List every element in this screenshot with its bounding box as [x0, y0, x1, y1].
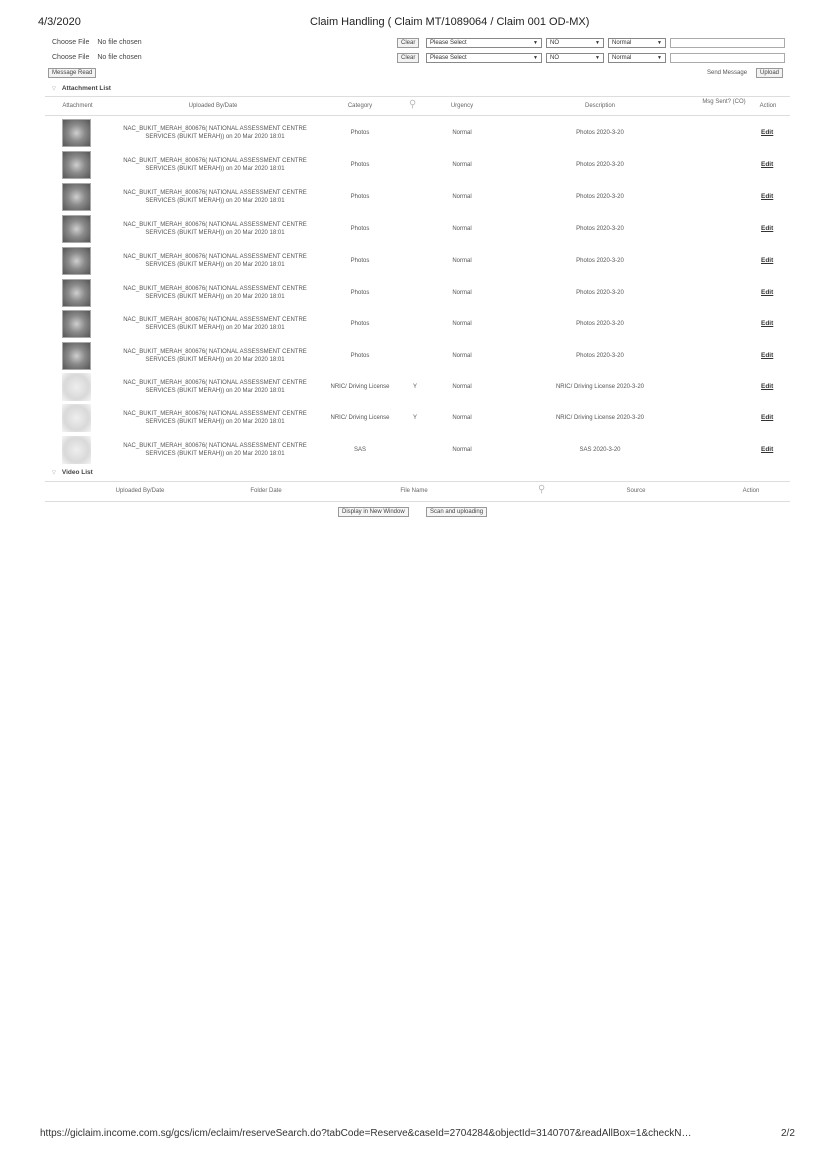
uploaded-by-line: NAC_BUKIT_MERAH_800676( NATIONAL ASSESSMENT CENTRE [123, 380, 307, 386]
urgency-cell: Normal [452, 321, 472, 327]
uploaded-by-line: NAC_BUKIT_MERAH_800676( NATIONAL ASSESSMENT CENTRE [123, 222, 307, 228]
edit-link[interactable]: Edit [761, 446, 774, 453]
col-header-urgency: Urgency [450, 103, 474, 109]
uploaded-by-cell [105, 253, 325, 269]
description-cell: Photos 2020-3-20 [576, 353, 624, 359]
uploaded-by-cell [105, 285, 325, 301]
upload-row [52, 39, 142, 51]
attachment-thumbnail[interactable] [62, 373, 91, 401]
page-url: https://giclaim.income.com.sg/gcs/icm/eclaim/reserveSearch.do?tabCode=Reserve&caseId=2704284&objectId=3140707&readAllBox=1&checkN… [40, 1128, 692, 1139]
col-header-category: Category [347, 103, 373, 109]
uploaded-by-line: NAC_BUKIT_MERAH_800676( NATIONAL ASSESSMENT CENTRE [123, 317, 307, 323]
col-header-action: Action [759, 103, 777, 109]
description-cell: NRIC/ Driving License 2020-3-20 [555, 415, 645, 421]
urgency-cell: Normal [452, 415, 472, 421]
attachment-thumbnail[interactable] [62, 119, 91, 147]
uploaded-date-line: SERVICES (BUKIT MERAH)) on 20 Mar 2020 18:01 [145, 262, 285, 268]
video-list-header[interactable] [52, 469, 93, 476]
dropdown-arrow-icon: ▼ [533, 40, 538, 46]
edit-link[interactable]: Edit [761, 414, 774, 421]
col-header-msg-sent: Msg Sent? (CO) [702, 99, 746, 105]
category-cell: Photos [350, 290, 370, 296]
edit-link[interactable]: Edit [761, 257, 774, 264]
category-cell: Photos [350, 353, 370, 359]
urgency-cell: Normal [452, 384, 472, 390]
uploaded-by-line: NAC_BUKIT_MERAH_800676( NATIONAL ASSESSMENT CENTRE [123, 443, 307, 449]
category-select[interactable] [426, 53, 542, 63]
urgency-cell: Normal [452, 130, 472, 136]
edit-link[interactable]: Edit [761, 352, 774, 359]
uploaded-by-cell [105, 125, 325, 141]
divider [45, 96, 790, 97]
dropdown-arrow-icon: ▼ [657, 55, 662, 61]
description-cell: Photos 2020-3-20 [576, 258, 624, 264]
urgency-cell: Normal [452, 258, 472, 264]
attachment-thumbnail[interactable] [62, 436, 91, 464]
lock-icon: ⚲ [409, 99, 417, 110]
category-cell: Photos [350, 130, 370, 136]
description-input[interactable] [670, 38, 785, 48]
upload-button[interactable]: Upload [756, 68, 783, 78]
flag-cell: Y [412, 384, 417, 390]
attachment-thumbnail[interactable] [62, 404, 91, 432]
uploaded-by-cell [105, 316, 325, 332]
category-cell: Photos [350, 321, 370, 327]
dropdown-arrow-icon: ▼ [657, 40, 662, 46]
choose-file-button[interactable]: Choose File [52, 39, 90, 46]
description-cell: Photos 2020-3-20 [576, 290, 624, 296]
urgency-cell: Normal [452, 447, 472, 453]
description-cell: Photos 2020-3-20 [576, 321, 624, 327]
description-input[interactable] [670, 53, 785, 63]
uploaded-by-cell [105, 157, 325, 173]
urgency-select-value: Normal [612, 55, 632, 61]
category-select-value: Please Select [430, 40, 467, 46]
collapse-triangle-icon: ▽ [52, 470, 56, 476]
msg-sent-select-value: NO [550, 40, 559, 46]
uploaded-date-line: SERVICES (BUKIT MERAH)) on 20 Mar 2020 18:01 [145, 419, 285, 425]
attachment-thumbnail[interactable] [62, 247, 91, 275]
msg-sent-select[interactable] [546, 53, 604, 63]
urgency-cell: Normal [452, 353, 472, 359]
uploaded-by-cell [105, 189, 325, 205]
dropdown-arrow-icon: ▼ [533, 55, 538, 61]
scan-upload-button[interactable]: Scan and uploading [426, 507, 487, 517]
msg-sent-select[interactable] [546, 38, 604, 48]
file-status: No file chosen [97, 54, 142, 61]
uploaded-date-line: SERVICES (BUKIT MERAH)) on 20 Mar 2020 18:01 [145, 325, 285, 331]
col-header-source: Source [626, 488, 646, 494]
edit-link[interactable]: Edit [761, 225, 774, 232]
urgency-cell: Normal [452, 162, 472, 168]
edit-link[interactable]: Edit [761, 320, 774, 327]
collapse-triangle-icon: ▽ [52, 86, 56, 92]
display-new-window-button[interactable]: Display in New Window [338, 507, 409, 517]
message-read-button[interactable]: Message Read [48, 68, 96, 78]
lock-icon: ⚲ [538, 484, 546, 495]
upload-row [52, 54, 142, 66]
uploaded-by-line: NAC_BUKIT_MERAH_800676( NATIONAL ASSESSMENT CENTRE [123, 126, 307, 132]
uploaded-by-line: NAC_BUKIT_MERAH_800676( NATIONAL ASSESSMENT CENTRE [123, 190, 307, 196]
uploaded-by-cell [105, 348, 325, 364]
page-number: 2/2 [781, 1128, 795, 1139]
urgency-select-value: Normal [612, 40, 632, 46]
urgency-cell: Normal [452, 226, 472, 232]
urgency-select[interactable] [608, 38, 666, 48]
category-cell: Photos [350, 194, 370, 200]
category-select-value: Please Select [430, 55, 467, 61]
uploaded-by-line: NAC_BUKIT_MERAH_800676( NATIONAL ASSESSMENT CENTRE [123, 349, 307, 355]
attachment-list-title: Attachment List [61, 85, 111, 92]
dropdown-arrow-icon: ▼ [595, 55, 600, 61]
msg-sent-select-value: NO [550, 55, 559, 61]
uploaded-by-line: NAC_BUKIT_MERAH_800676( NATIONAL ASSESSMENT CENTRE [123, 411, 307, 417]
description-cell: Photos 2020-3-20 [576, 130, 624, 136]
flag-cell: Y [412, 415, 417, 421]
category-cell: SAS [353, 447, 366, 453]
uploaded-by-cell [105, 221, 325, 237]
uploaded-by-cell [105, 410, 325, 426]
uploaded-date-line: SERVICES (BUKIT MERAH)) on 20 Mar 2020 18:01 [145, 388, 285, 394]
urgency-cell: Normal [452, 290, 472, 296]
description-cell: SAS 2020-3-20 [579, 447, 621, 453]
edit-link[interactable]: Edit [761, 289, 774, 296]
attachment-thumbnail[interactable] [62, 183, 91, 211]
attachment-thumbnail[interactable] [62, 279, 91, 307]
attachment-thumbnail[interactable] [62, 151, 91, 179]
category-select[interactable] [426, 38, 542, 48]
uploaded-date-line: SERVICES (BUKIT MERAH)) on 20 Mar 2020 18:01 [145, 198, 285, 204]
description-cell: Photos 2020-3-20 [576, 226, 624, 232]
category-cell: Photos [350, 162, 370, 168]
uploaded-date-line: SERVICES (BUKIT MERAH)) on 20 Mar 2020 18:01 [145, 166, 285, 172]
category-cell: NRIC/ Driving License [330, 384, 390, 390]
urgency-cell: Normal [452, 194, 472, 200]
col-header-video-uploaded: Uploaded By/Date [115, 488, 165, 494]
category-cell: Photos [350, 258, 370, 264]
description-cell: NRIC/ Driving License 2020-3-20 [555, 384, 645, 390]
uploaded-by-line: NAC_BUKIT_MERAH_800676( NATIONAL ASSESSMENT CENTRE [123, 286, 307, 292]
uploaded-date-line: SERVICES (BUKIT MERAH)) on 20 Mar 2020 18:01 [145, 230, 285, 236]
choose-file-button[interactable]: Choose File [52, 54, 90, 61]
divider [45, 501, 790, 502]
uploaded-date-line: SERVICES (BUKIT MERAH)) on 20 Mar 2020 18:01 [145, 294, 285, 300]
uploaded-by-line: NAC_BUKIT_MERAH_800676( NATIONAL ASSESSMENT CENTRE [123, 254, 307, 260]
uploaded-date-line: SERVICES (BUKIT MERAH)) on 20 Mar 2020 18:01 [145, 134, 285, 140]
col-header-attachment: Attachment [62, 103, 93, 109]
divider [45, 481, 790, 482]
edit-link[interactable]: Edit [761, 161, 774, 168]
attachment-thumbnail[interactable] [62, 215, 91, 243]
uploaded-by-line: NAC_BUKIT_MERAH_800676( NATIONAL ASSESSMENT CENTRE [123, 158, 307, 164]
col-header-uploaded: Uploaded By/Date [188, 103, 238, 109]
divider [45, 115, 790, 116]
uploaded-by-cell [105, 442, 325, 458]
category-cell: NRIC/ Driving License [330, 415, 390, 421]
col-header-folder-date: Folder Date [250, 488, 282, 494]
edit-link[interactable]: Edit [761, 129, 774, 136]
video-list-title: Video List [61, 469, 93, 476]
send-message-label: Send Message [707, 70, 748, 76]
edit-link[interactable]: Edit [761, 383, 774, 390]
uploaded-by-cell [105, 379, 325, 395]
attachment-thumbnail[interactable] [62, 310, 91, 338]
urgency-select[interactable] [608, 53, 666, 63]
description-cell: Photos 2020-3-20 [576, 194, 624, 200]
file-status: No file chosen [97, 39, 142, 46]
page-title: Claim Handling ( Claim MT/1089064 / Claim 001 OD-MX) [310, 16, 590, 28]
clear-button[interactable]: Clear [397, 53, 419, 63]
col-header-file-name: File Name [400, 488, 428, 494]
description-cell: Photos 2020-3-20 [576, 162, 624, 168]
col-header-description: Description [584, 103, 615, 109]
category-cell: Photos [350, 226, 370, 232]
edit-link[interactable]: Edit [761, 193, 774, 200]
print-date: 4/3/2020 [38, 16, 81, 28]
uploaded-date-line: SERVICES (BUKIT MERAH)) on 20 Mar 2020 18:01 [145, 357, 285, 363]
attachment-list-header[interactable] [52, 85, 111, 92]
attachment-thumbnail[interactable] [62, 342, 91, 370]
dropdown-arrow-icon: ▼ [595, 40, 600, 46]
uploaded-date-line: SERVICES (BUKIT MERAH)) on 20 Mar 2020 18:01 [145, 451, 285, 457]
col-header-video-action: Action [742, 488, 760, 494]
clear-button[interactable]: Clear [397, 38, 419, 48]
